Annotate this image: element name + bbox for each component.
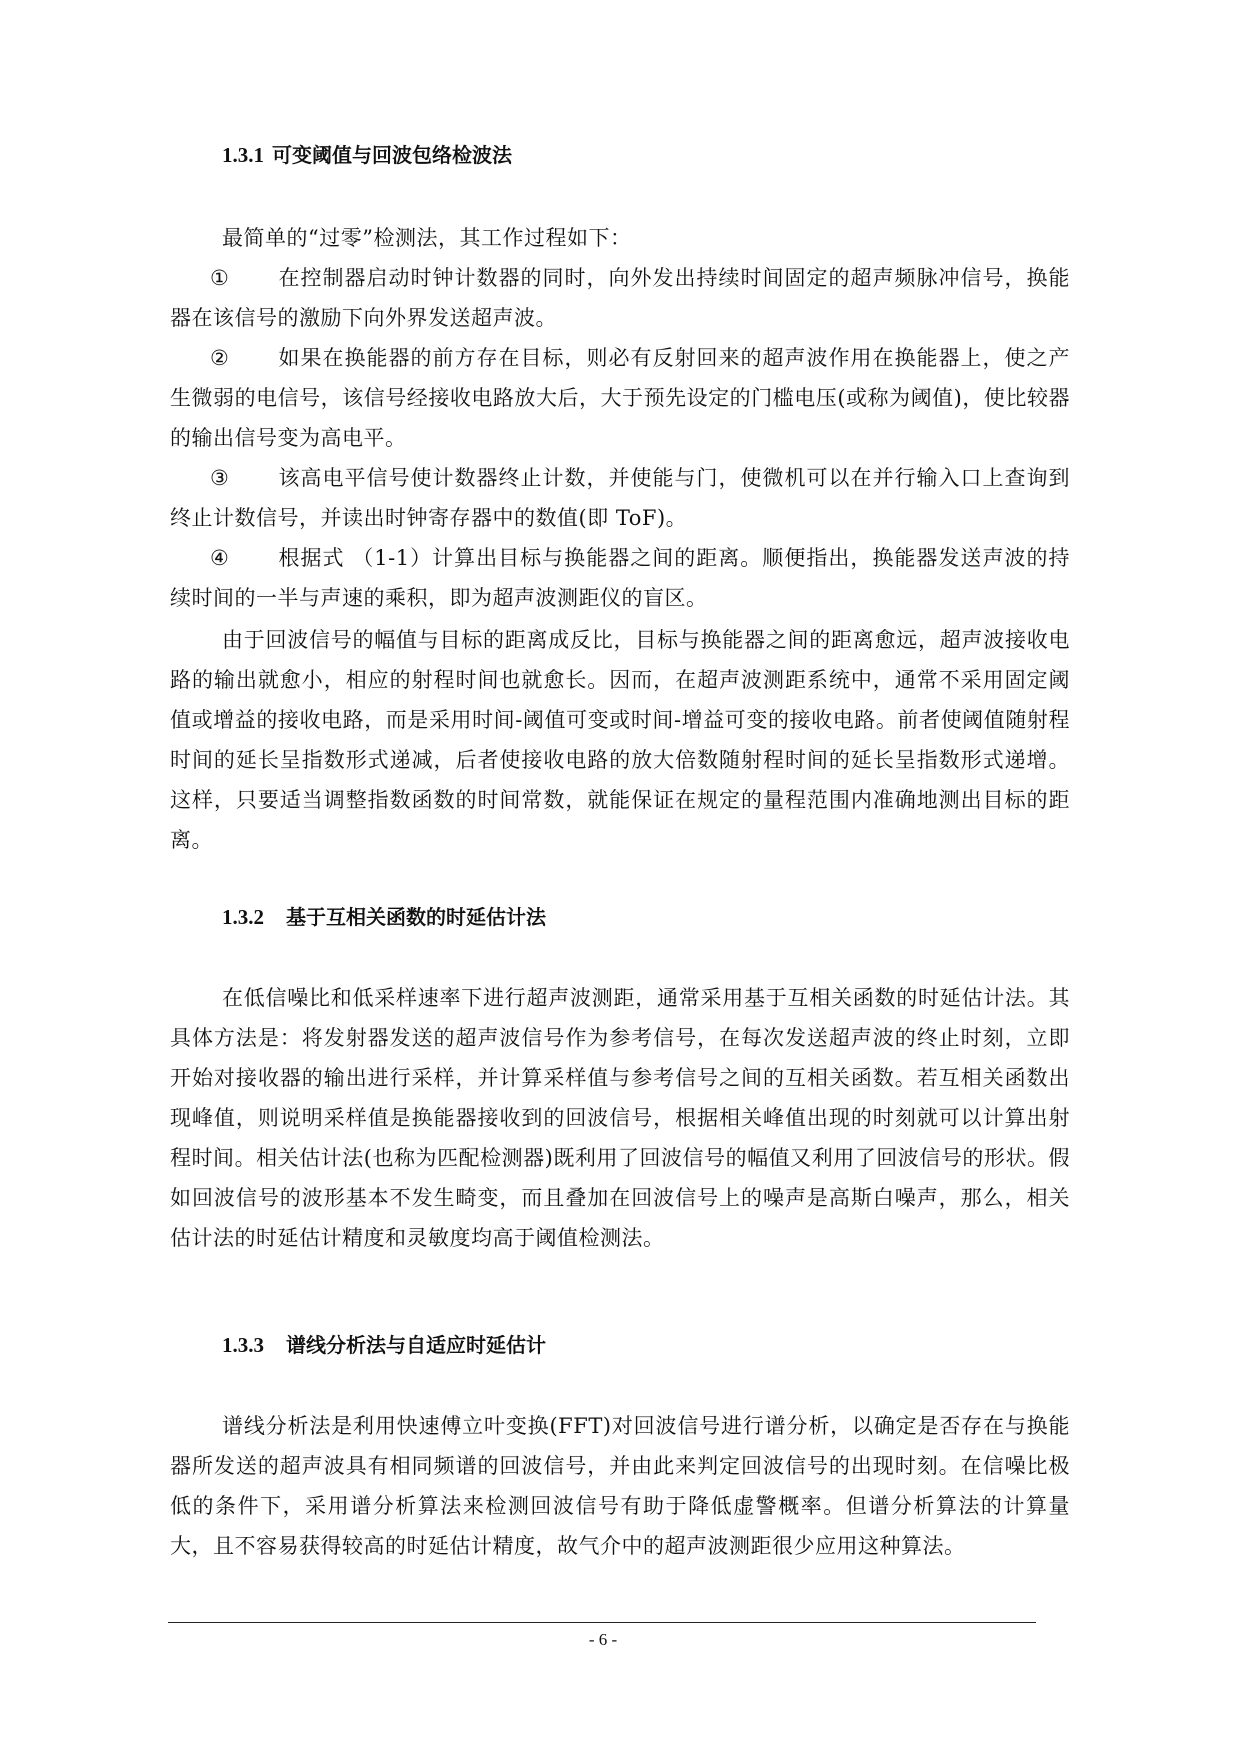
list-item-text: 根据式 （1-1）计算出目标与换能器之间的距离。顺便指出，换能器发送声波的持续时间的一半与声速的乘积，即为超声波测距仪的盲区。: [170, 546, 1070, 610]
list-marker: ④: [210, 546, 230, 570]
footer-rule: [168, 1622, 1036, 1623]
section-heading-1-3-1: [222, 140, 512, 170]
body-paragraph-1-3-3: 谱线分析法是利用快速傅立叶变换(FFT)对回波信号进行谱分析，以确定是否存在与换能器所发送的超声波具有相同频谱的回波信号，并由此来判定回波信号的出现时刻。在信噪比极低的条件下，采用谱分析算法来检测回波信号有助于降低虚警概率。但谱分析算法的计算量大，且不容易获得较高的时延估计精度，故气介中的超声波测距很少应用这种算法。: [170, 1414, 1070, 1558]
list-marker: ①: [210, 266, 230, 290]
section-number: 1.3.3: [222, 1333, 264, 1357]
list-item-text: 如果在换能器的前方存在目标，则必有反射回来的超声波作用在换能器上，使之产生微弱的电信号，该信号经接收电路放大后，大于预先设定的门槛电压(或称为阈值)，使比较器的输出信号变为高电平。: [170, 346, 1070, 450]
list-item-1: [170, 258, 1070, 338]
section-title: 谱线分析法与自适应时延估计: [286, 1333, 546, 1357]
list-item-text: 在控制器启动时钟计数器的同时，向外发出持续时间固定的超声频脉冲信号，换能器在该信号的激励下向外界发送超声波。: [170, 266, 1070, 330]
body-paragraph-1-3-2: 在低信噪比和低采样速率下进行超声波测距，通常采用基于互相关函数的时延估计法。其具体方法是：将发射器发送的超声波信号作为参考信号，在每次发送超声波的终止时刻，立即开始对接收器的输出进行采样，并计算采样值与参考信号之间的互相关函数。若互相关函数出现峰值，则说明采样值是换能器接收到的回波信号，根据相关峰值出现的时刻就可以计算出射程时间。相关估计法(也称为匹配检测器)既利用了回波信号的幅值又利用了回波信号的形状。假如回波信号的波形基本不发生畸变，而且叠加在回波信号上的噪声是高斯白噪声，那么，相关估计法的时延估计精度和灵敏度均高于阈值检测法。: [170, 986, 1070, 1250]
list-item-2: [170, 338, 1070, 458]
section-number: 1.3.2: [222, 905, 264, 929]
list-item-4: [170, 538, 1070, 618]
list-item-text: 该高电平信号使计数器终止计数，并使能与门，使微机可以在并行输入口上查询到终止计数信号，并读出时钟寄存器中的数值(即 ToF)。: [170, 466, 1070, 530]
list-marker: ②: [210, 346, 230, 370]
intro-paragraph: 最简单的“过零”检测法，其工作过程如下：: [222, 226, 632, 250]
section-title: 基于互相关函数的时延估计法: [286, 905, 546, 929]
section-number: 1.3.1: [222, 143, 264, 167]
list-marker: ③: [210, 466, 230, 490]
section-heading-1-3-3: [222, 1330, 546, 1360]
body-paragraph-1-3-1: 由于回波信号的幅值与目标的距离成反比，目标与换能器之间的距离愈远，超声波接收电路的输出就愈小，相应的射程时间也就愈长。因而，在超声波测距系统中，通常不采用固定阈值或增益的接收电路，而是采用时间-阈值可变或时间-增益可变的接收电路。前者使阈值随射程时间的延长呈指数形式递减，后者使接收电路的放大倍数随射程时间的延长呈指数形式递增。这样，只要适当调整指数函数的时间常数，就能保证在规定的量程范围内准确地测出目标的距离。: [170, 628, 1070, 852]
section-title: 可变阈值与回波包络检波法: [272, 143, 512, 167]
list-item-3: [170, 458, 1070, 538]
page-number: - 6 -: [588, 1630, 618, 1649]
section-heading-1-3-2: [222, 902, 546, 932]
